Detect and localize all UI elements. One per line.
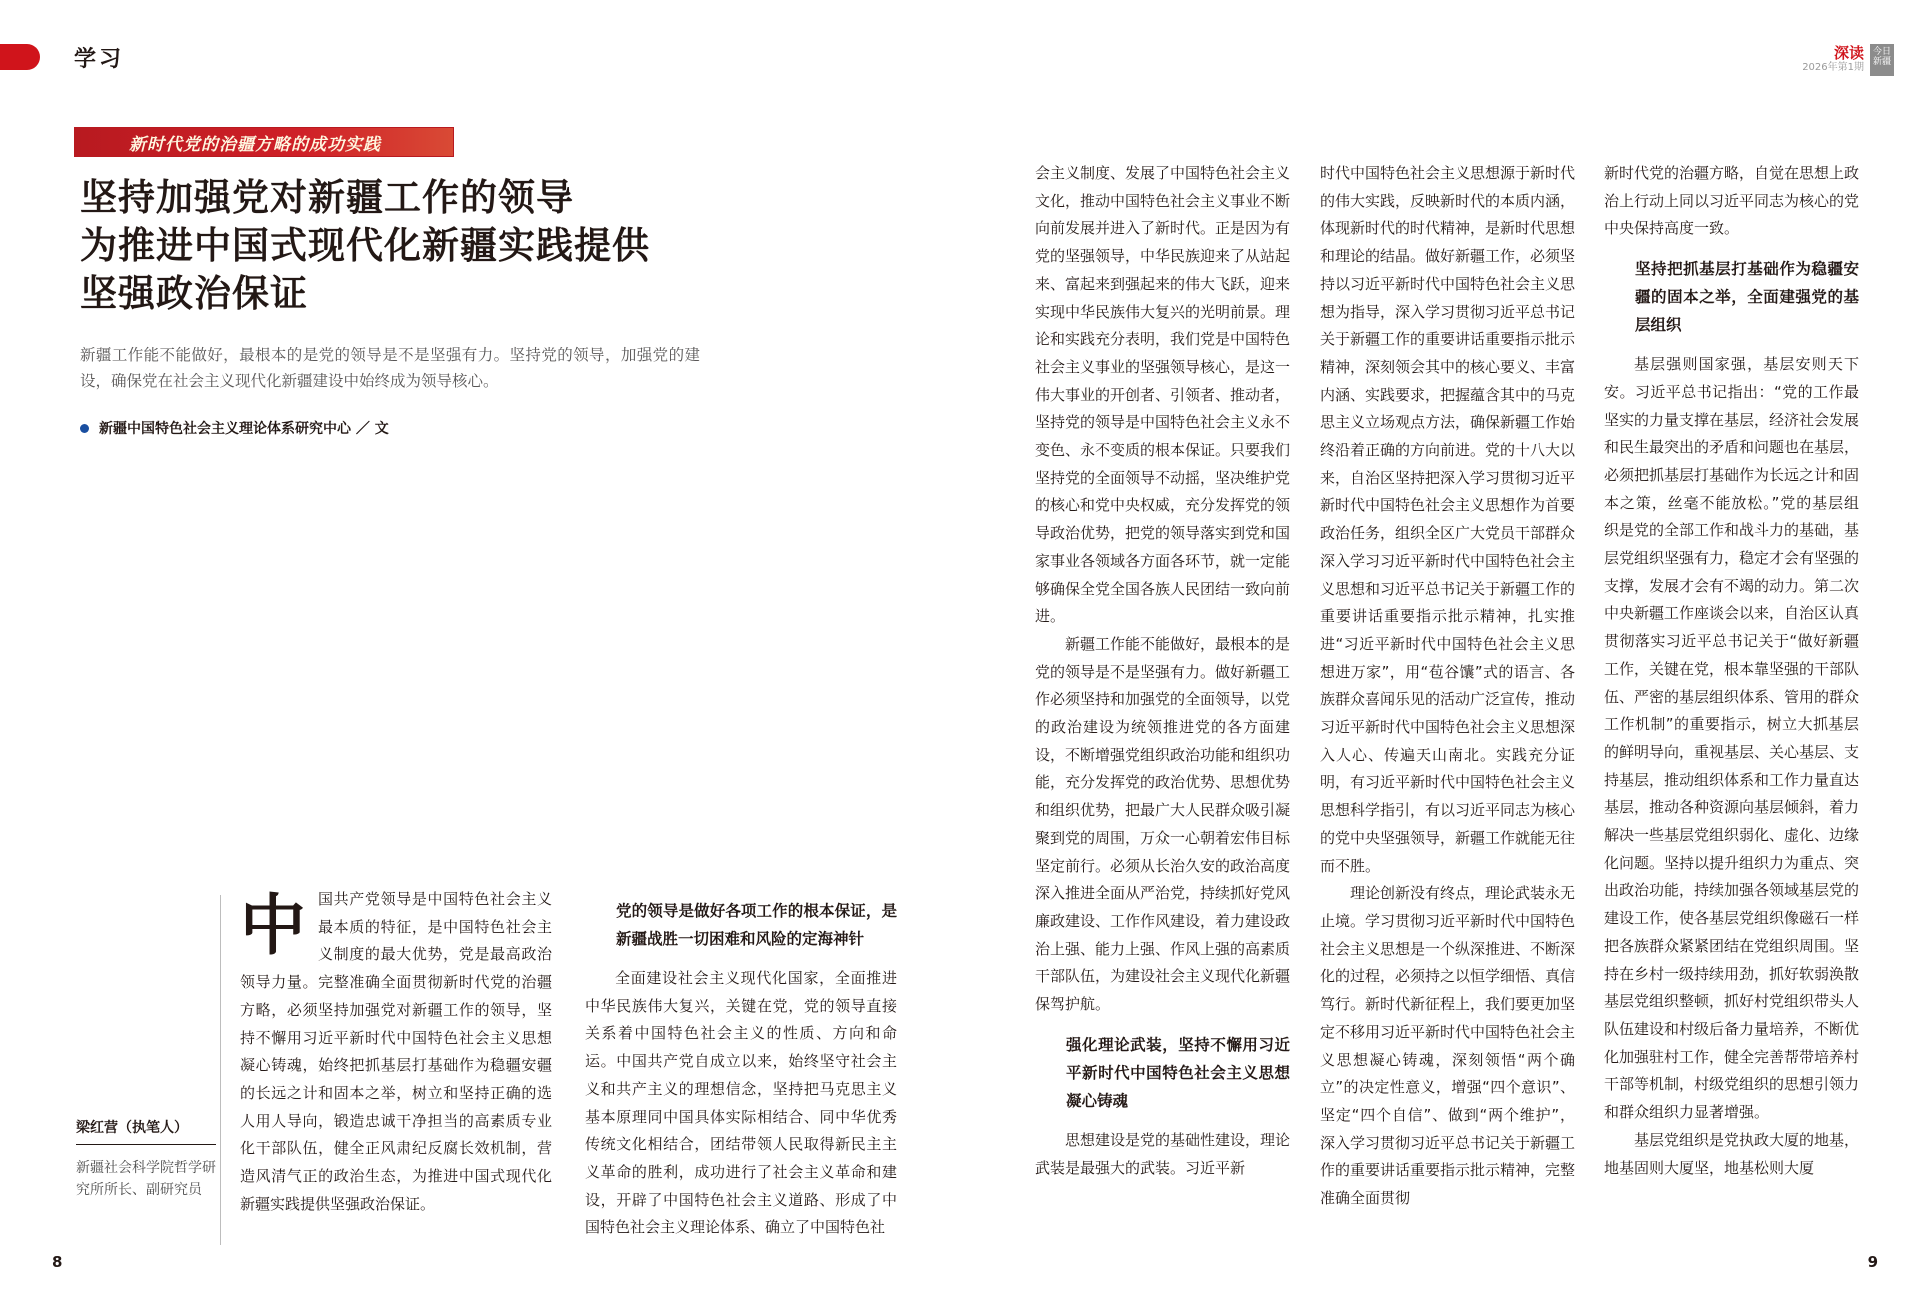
subheading-1: 党的领导是做好各项工作的根本保证，是新疆战胜一切困难和风险的定海神针 [616, 902, 897, 948]
author-divider [220, 895, 221, 1245]
page-number-left: 8 [52, 1253, 63, 1271]
subheading-2: 强化理论武装，坚持不懈用习近平新时代中国特色社会主义思想凝心铸魂 [1066, 1035, 1290, 1110]
author-description: 新疆社会科学院哲学研究所所长、副研究员 [76, 1160, 216, 1198]
section-label: 学习 [74, 47, 125, 72]
article-lead: 新疆工作能不能做好，最根本的是党的领导是不是坚强有力。坚持党的领导，加强党的建设，确保党在社会主义现代化新疆建设中始终成为领导核心。 [80, 346, 700, 390]
author-box [76, 1118, 216, 1201]
byline [80, 418, 389, 438]
section-tab-marker [0, 44, 40, 70]
paragraph: 时代中国特色社会主义思想源于新时代的伟大实践，反映新时代的本质内涵，体现新时代的时代精神，是新时代思想和理论的结晶。做好新疆工作，必须坚持以习近平新时代中国特色社会主义思想为指导，深入学习贯彻习近平总书记关于新疆工作的重要讲话重要指示批示精神，深刻领会其中的核心要义、丰富内涵、实践要求，把握蕴含其中的马克思主义立场观点方法，确保新疆工作始终沿着正确的方向前进。党的十八大以来，自治区坚持把深入学习贯彻习近平新时代中国特色社会主义思想作为首要政治任务，组织全区广大党员干部群众深入学习习近平新时代中国特色社会主义思想和习近平总书记关于新疆工作的重要讲话重要指示批示精神，扎实推进“习近平新时代中国特色社会主义思想进万家”，用“苞谷馕”式的语言、各族群众喜闻乐见的活动广泛宣传，推动习近平新时代中国特色社会主义思想深入人心、传遍天山南北。实践充分证明，有习近平新时代中国特色社会主义思想科学指引，有以习近平同志为核心的党中央坚强领导，新疆工作就能无往而不胜。 [1320, 164, 1575, 875]
page-number-right: 9 [1867, 1253, 1878, 1271]
paragraph: 会主义制度、发展了中国特色社会主义文化，推动中国特色社会主义事业不断向前发展并进入了新时代。正是因为有党的坚强领导，中华民族迎来了从站起来、富起来到强起来的伟大飞跃，迎来实现中华民族伟大复兴的光明前景。理论和实践充分表明，我们党是中国特色社会主义事业的坚强领导核心，是这一伟大事业的开创者、引领者、推动者，坚持党的领导是中国特色社会主义永不变色、永不变质的根本保证。只要我们坚持党的全面领导不动摇，坚决维护党的核心和党中央权威，充分发挥党的领导政治优势，把党的领导落实到党和国家事业各领域各方面各环节，就一定能够确保全党全国各族人民团结一致向前进。 [1035, 164, 1290, 626]
body-column-4 [1320, 160, 1575, 1245]
author-name: 梁红营（执笔人） [76, 1118, 216, 1145]
body-column-5 [1604, 160, 1859, 1245]
title-line-2: 为推进中国式现代化新疆实践提供 [80, 224, 650, 267]
title-line-1: 坚持加强党对新疆工作的领导 [80, 176, 574, 219]
byline-text: 新疆中国特色社会主义理论体系研究中心 ／ 文 [99, 421, 389, 437]
paragraph: 基层强则国家强，基层安则天下安。习近平总书记指出：“党的工作最坚实的力量支撑在基层，经济社会发展和民生最突出的矛盾和问题也在基层，必须把抓基层打基础作为长远之计和固本之策，丝毫不能放松。”党的基层组织是党的全部工作和战斗力的基础，基层党组织坚强有力，稳定才会有坚强的支撑，发展才会有不竭的动力。第二次中央新疆工作座谈会以来，自治区认真贯彻落实习近平总书记关于“做好新疆工作，关键在党，根本靠坚强的干部队伍、严密的基层组织体系、管用的群众工作机制”的重要指示，树立大抓基层的鲜明导向，重视基层、关心基层、支持基层，推动组织体系和工作力量直达基层，推动各种资源向基层倾斜，着力解决一些基层党组织弱化、虚化、边缘化问题。坚持以提升组织力为重点、突出政治功能，持续加强各领域基层党的建设工作，使各基层党组织像磁石一样把各族群众紧紧团结在党组织周围。坚持在乡村一级持续用劲，抓好软弱涣散基层党组织整顿，抓好村党组织带头人队伍建设和村级后备力量培养，不断优化加强驻村工作，健全完善帮带培养村干部等机制，村级党组织的思想引领力和群众组织力显著增强。 [1604, 355, 1859, 1122]
paragraph: 新时代党的治疆方略，自觉在思想上政治上行动上同以习近平同志为核心的党中央保持高度一致。 [1604, 164, 1859, 238]
paragraph: 国共产党领导是中国特色社会主义最本质的特征，是中国特色社会主义制度的最大优势，党是最高政治领导力量。完整准确全面贯彻新时代党的治疆方略，必须坚持加强党对新疆工作的领导，坚持不懈用习近平新时代中国特色社会主义思想凝心铸魂，始终把抓基层打基础作为稳疆安疆的长远之计和固本之举，树立和坚持正确的选人用人导向，锻造忠诚干净担当的高素质专业化干部队伍，健全正风肃纪反腐长效机制，营造风清气正的政治生态，为推进中国式现代化新疆实践提供坚强政治保证。 [240, 890, 552, 1213]
magazine-logo [1802, 44, 1894, 76]
byline-dot-icon [80, 424, 89, 433]
body-column-3 [1035, 160, 1290, 1245]
paragraph: 理论创新没有终点，理论武装永无止境。学习贯彻习近平新时代中国特色社会主义思想是一个纵深推进、不断深化的过程，必须持之以恒学细悟、真信笃行。新时代新征程上，我们要更加坚定不移用习近平新时代中国特色社会主义思想凝心铸魂，深刻领悟“两个确立”的决定性意义，增强“四个意识”、坚定“四个自信”、做到“两个维护”，深入学习贯彻习近平总书记关于新疆工作的重要讲话重要指示批示精神，完整准确全面贯彻 [1320, 884, 1575, 1208]
paragraph: 思想建设是党的基础性建设，理论武装是最强大的武装。习近平新 [1035, 1130, 1290, 1177]
body-column-1 [240, 886, 552, 1246]
subheading-3: 坚持把抓基层打基础作为稳疆安疆的固本之举，全面建强党的基层组织 [1635, 260, 1859, 335]
title-line-3: 坚强政治保证 [80, 272, 308, 315]
paragraph: 新疆工作能不能做好，最根本的是党的领导是不是坚强有力。做好新疆工作必须坚持和加强党的全面领导，以党的政治建设为统领推进党的各方面建设，不断增强党组织政治功能和组织功能，充分发挥党的政治优势、思想优势和组织优势，把最广大人民群众吸引凝聚到党的周围，万众一心朝着宏伟目标坚定前行。必须从长治久安的政治高度深入推进全面从严治党，持续抓好党风廉政建设、工作作风建设，着力建设政治上强、能力上强、作风上强的高素质干部队伍，为建设社会主义现代化新疆保驾护航。 [1035, 634, 1290, 1014]
drop-cap: 中 [240, 886, 306, 964]
series-banner-text: 新时代党的治疆方略的成功实践 [129, 134, 381, 155]
paragraph: 全面建设社会主义现代化国家，全面推进中华民族伟大复兴，关键在党，党的领导直接关系着中国特色社会主义的性质、方向和命运。中国共产党自成立以来，始终坚守社会主义和共产主义的理想信念，坚持把马克思主义基本原理同中国具体实际相结合、同中华优秀传统文化相结合，团结带领人民取得新民主主义革命的胜利，成功进行了社会主义革命和建设，开辟了中国特色社会主义道路、形成了中国特色社会主义理论体系、确立了中国特色社 [585, 969, 897, 1237]
body-column-2 [585, 897, 897, 1246]
issue-number: 2026年第1期 [1802, 62, 1864, 73]
magazine-name: 深读 [1833, 44, 1864, 62]
magazine-logo-box: 今日新疆 [1870, 44, 1894, 76]
article-title [80, 174, 740, 318]
paragraph: 基层党组织是党执政大厦的地基，地基固则大厦坚，地基松则大厦 [1604, 1130, 1859, 1177]
series-banner [74, 127, 454, 157]
